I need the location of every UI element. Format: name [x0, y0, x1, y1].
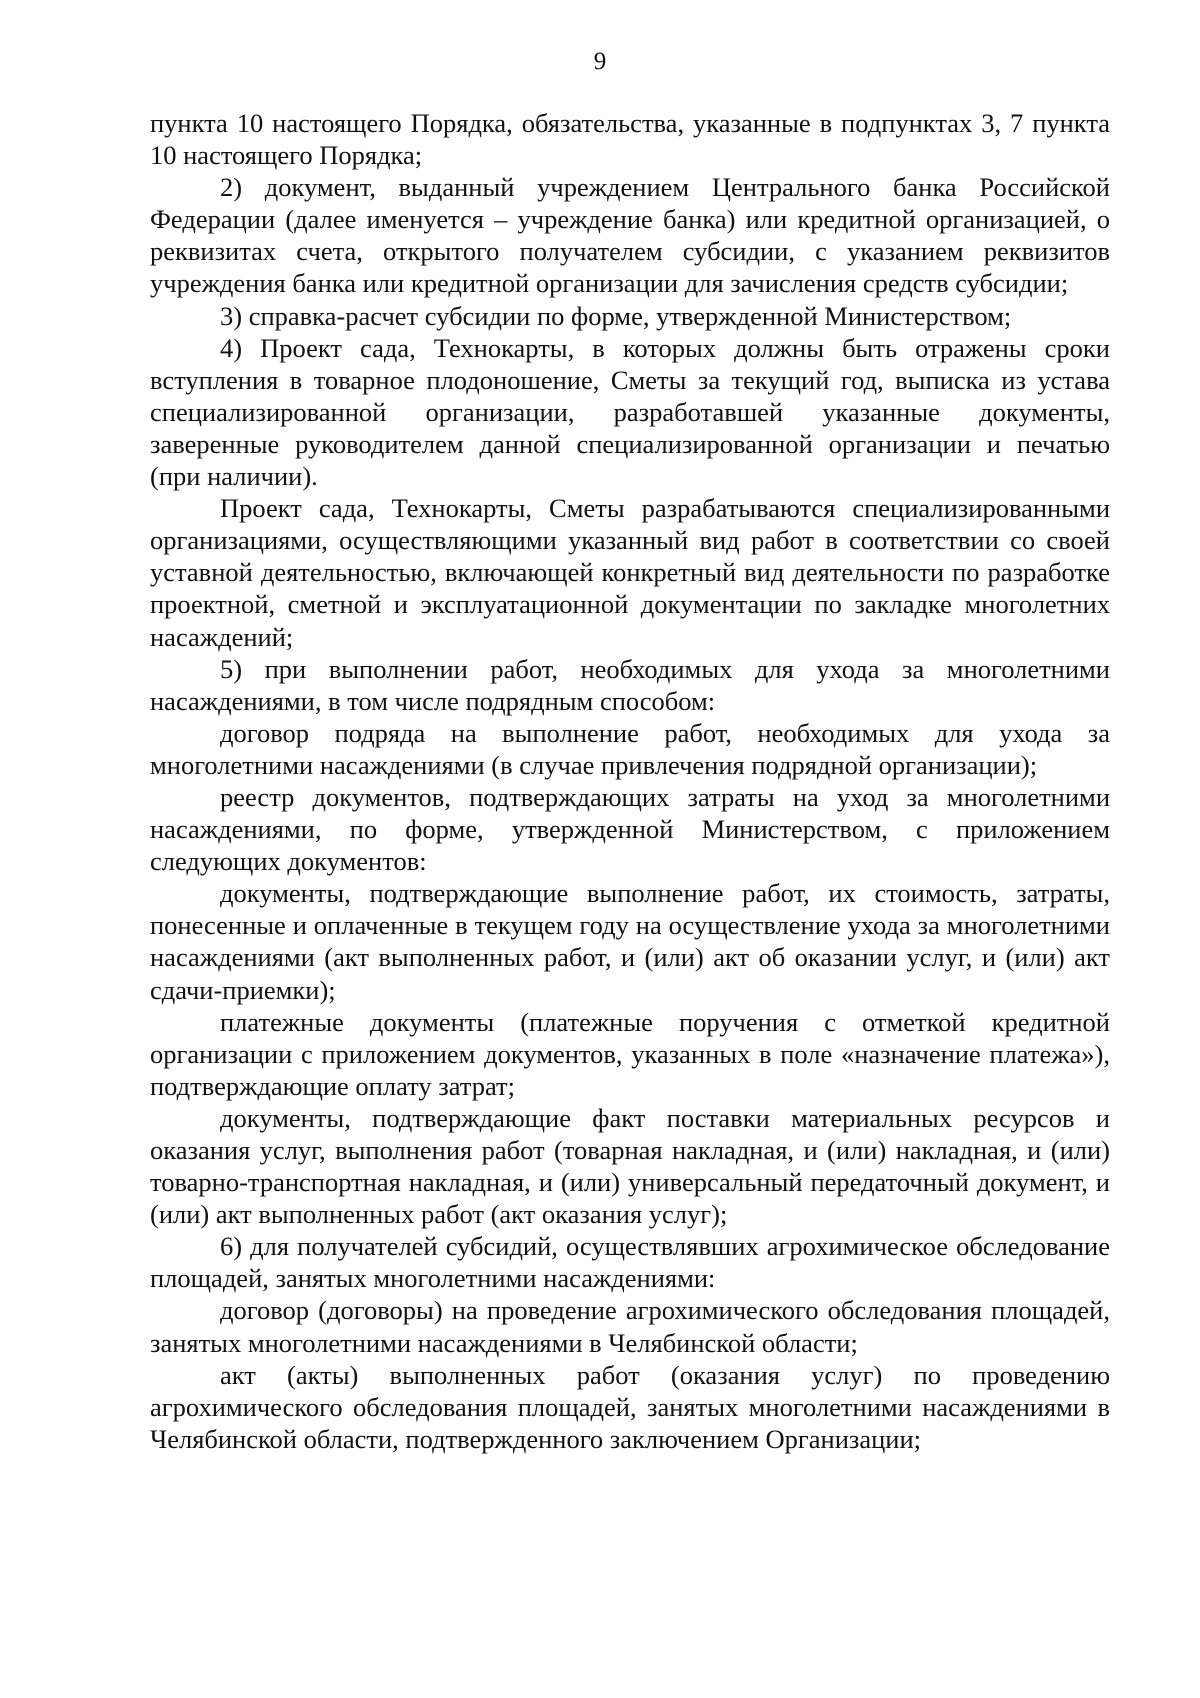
- document-body: [150, 107, 1110, 1455]
- paragraph-project-note: Проект сада, Технокарты, Сметы разрабатываются специализированными организациями, осуществляющими указанный вид работ в соответствии со своей уставной деятельностью, включающей конкретный вид деятельности по разработке проектной, сметной и эксплуатационной документации по закладке многолетних насаждений;: [150, 493, 1110, 652]
- paragraph-item-2: 2) документ, выданный учреждением Центрального банка Российской Федерации (далее именуется – учреждение банка) или кредитной организацией, о реквизитах счета, открытого получателем субсидии, с указанием реквизитов учреждения банка или кредитной организации для зачисления средств субсидии;: [150, 172, 1110, 299]
- paragraph-item-3: 3) справка-расчет субсидии по форме, утвержденной Министерством;: [220, 300, 1012, 331]
- paragraph-payment-docs: платежные документы (платежные поручения с отметкой кредитной организации с приложением документов, указанных в поле «назначение платежа»), подтверждающие оплату затрат;: [150, 1006, 1110, 1101]
- paragraph-item-5: 5) при выполнении работ, необходимых для ухода за многолетними насаждениями, в том числе подрядным способом:: [150, 653, 1110, 716]
- paragraph-contract: договор подряда на выполнение работ, необходимых для ухода за многолетними насаждениями (в случае привлечения подрядной организации);: [150, 717, 1110, 780]
- paragraph-item-4: 4) Проект сада, Технокарты, в которых должны быть отражены сроки вступления в товарное плодоношение, Сметы за текущий год, выписка из устава специализированной организации, разработавшей указанные документы, заверенные руководителем данной специализированной организации и печатью (при наличии).: [150, 332, 1110, 492]
- paragraph-supply-docs: документы, подтверждающие факт поставки материальных ресурсов и оказания услуг, выполнения работ (товарная накладная, и (или) накладная, и (или) товарно-транспортная накладная, и (или) универсальный передаточный документ, и (или) акт выполненных работ (акт оказания услуг);: [150, 1102, 1110, 1230]
- paragraph-continuation: пункта 10 настоящего Порядка, обязательства, указанные в подпунктах 3, 7 пункта 10 настоящего Порядка;: [150, 108, 1110, 171]
- paragraph-item-6: 6) для получателей субсидий, осуществлявших агрохимическое обследование площадей, занятых многолетними насаждениями:: [150, 1231, 1110, 1294]
- page-number: 9: [593, 48, 607, 75]
- paragraph-agro-acts: акт (акты) выполненных работ (оказания услуг) по проведению агрохимического обследования площадей, занятых многолетними насаждениями в Челябинской области, подтвержденного заключением Организации;: [150, 1359, 1110, 1454]
- paragraph-agro-contract: договор (договоры) на проведение агрохимического обследования площадей, занятых многолетними насаждениями в Челябинской области;: [150, 1295, 1110, 1358]
- paragraph-registry: реестр документов, подтверждающих затраты на уход за многолетними насаждениями, по форме, утвержденной Министерством, с приложением следующих документов:: [150, 781, 1110, 877]
- paragraph-work-docs: документы, подтверждающие выполнение работ, их стоимость, затраты, понесенные и оплаченные в текущем году на осуществление ухода за многолетними насаждениями (акт выполненных работ, и (или) акт об оказании услуг, и (или) акт сдачи-приемки);: [150, 878, 1110, 1005]
